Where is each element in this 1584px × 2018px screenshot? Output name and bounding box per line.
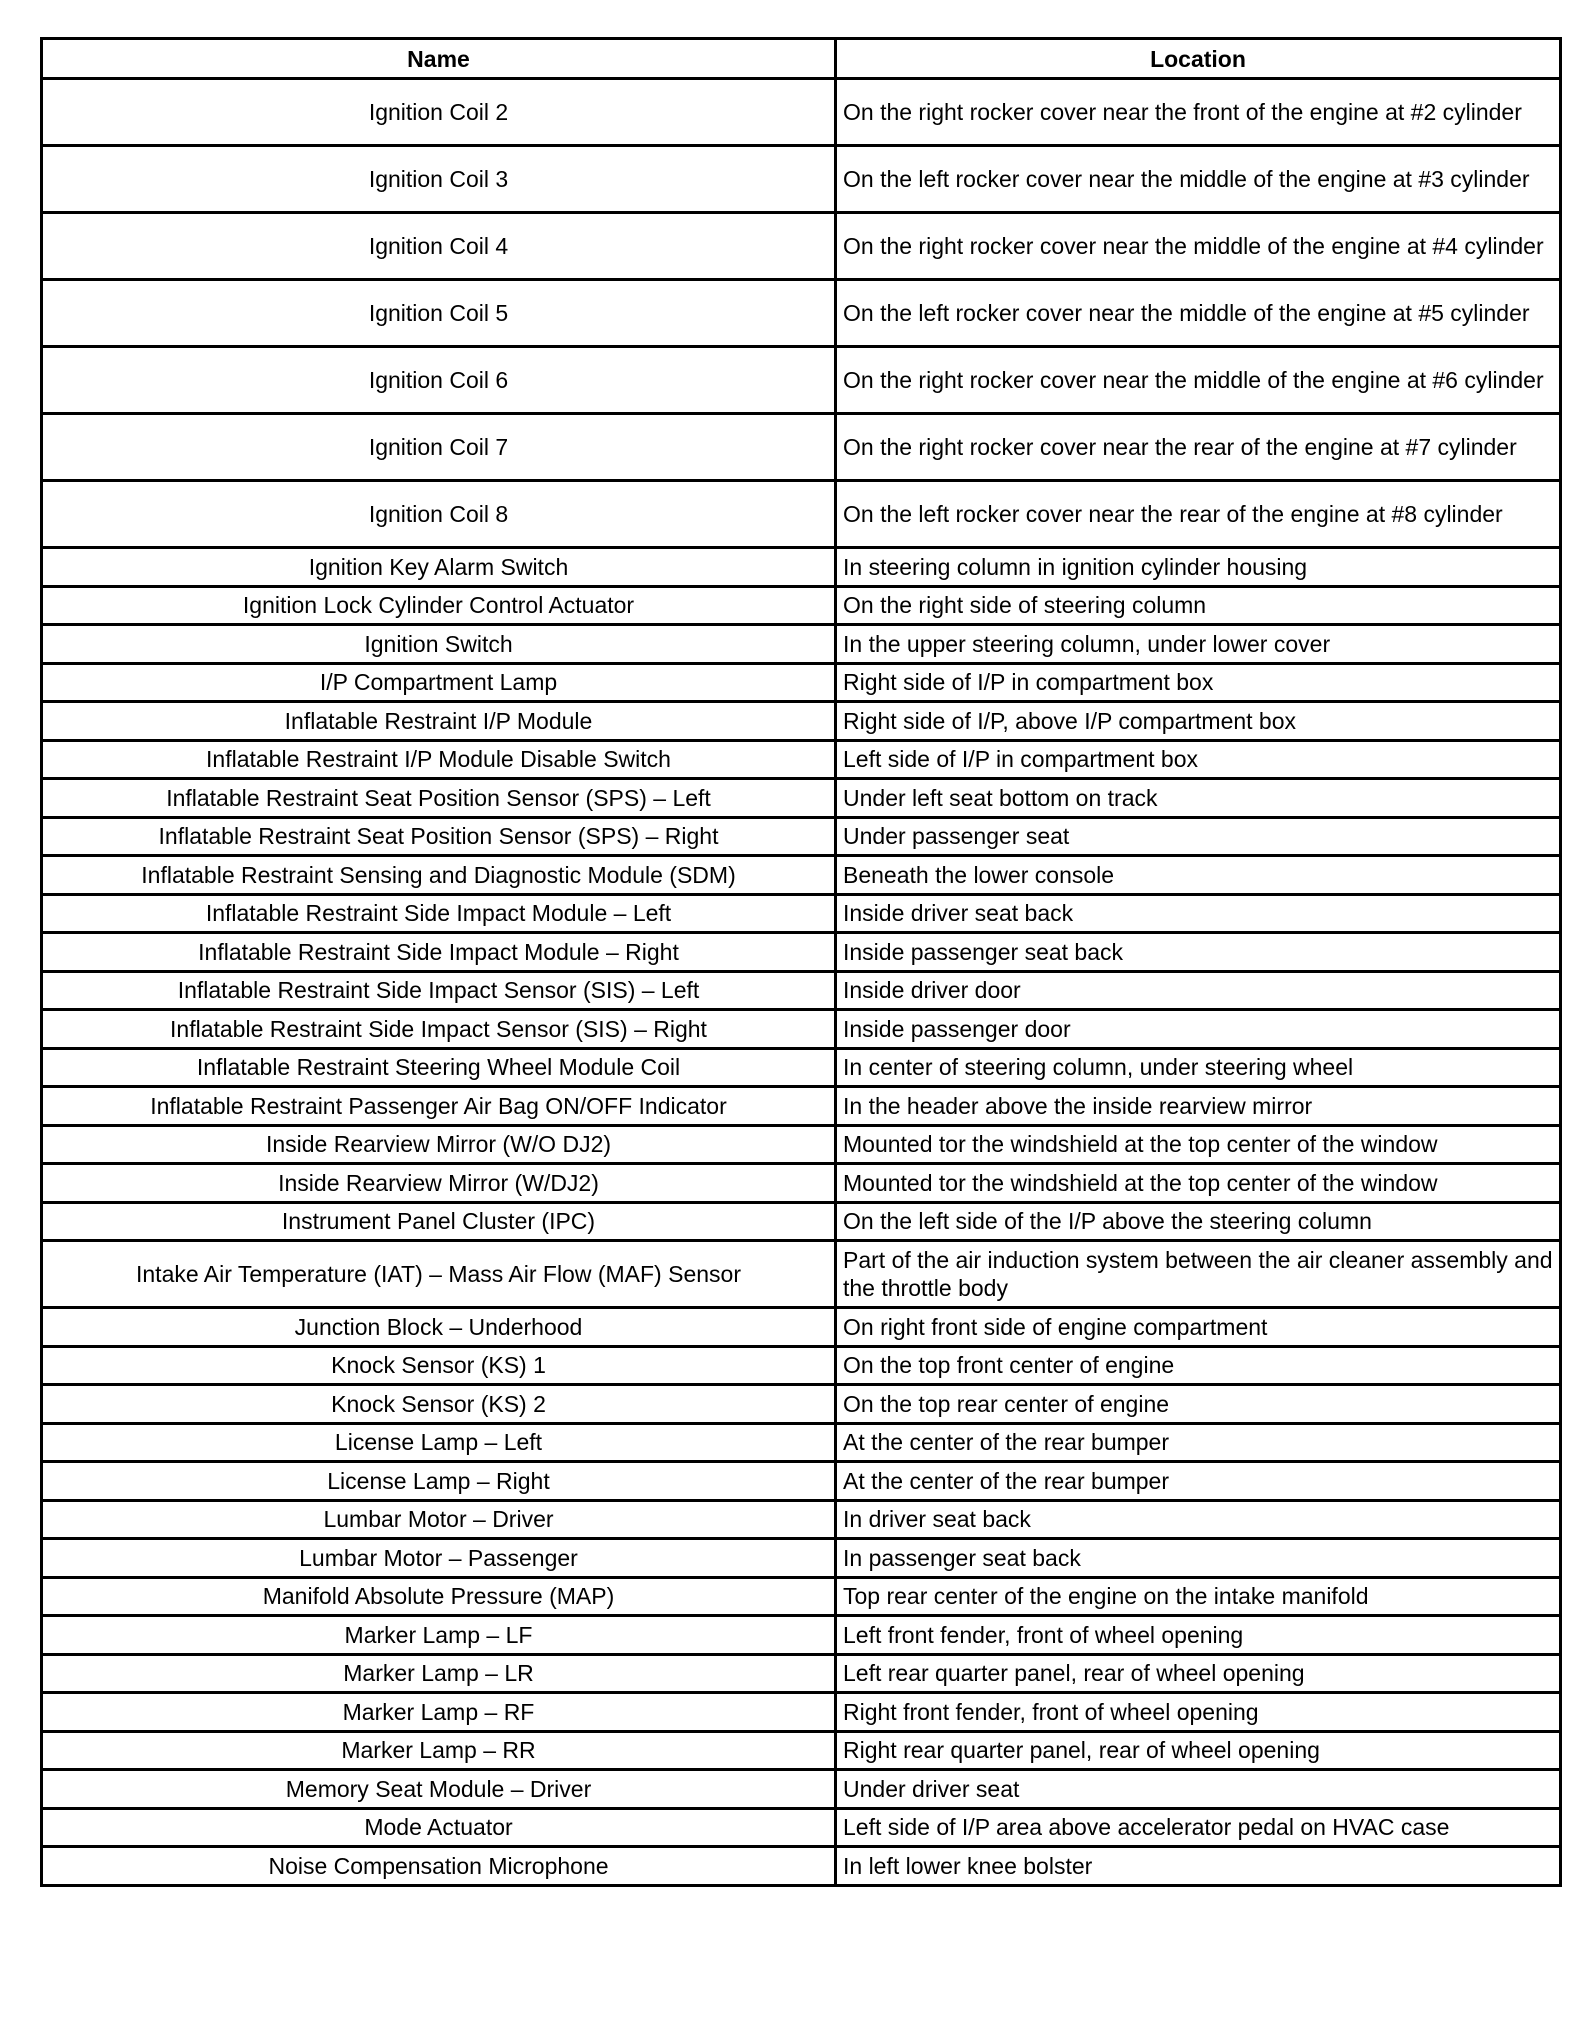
table-row	[42, 625, 1561, 664]
component-name-cell: Noise Compensation Microphone	[42, 1847, 836, 1886]
component-location-cell: In the header above the inside rearview mirror	[836, 1087, 1561, 1126]
component-location-cell: Inside passenger seat back	[836, 933, 1561, 972]
table-row	[42, 740, 1561, 779]
component-name-cell: Inflatable Restraint Steering Wheel Module Coil	[42, 1048, 836, 1087]
component-location-cell: Mounted tor the windshield at the top center of the window	[836, 1125, 1561, 1164]
table-row	[42, 1500, 1561, 1539]
table-row	[42, 1423, 1561, 1462]
component-location-cell: Inside driver seat back	[836, 894, 1561, 933]
table-row	[42, 1654, 1561, 1693]
component-location-cell: Left side of I/P in compartment box	[836, 740, 1561, 779]
header-location: Location	[836, 39, 1561, 79]
component-name-cell: Ignition Coil 5	[42, 280, 836, 347]
component-location-cell: On the top rear center of engine	[836, 1385, 1561, 1424]
table-row	[42, 702, 1561, 741]
component-location-cell: Under left seat bottom on track	[836, 779, 1561, 818]
component-name-cell: Marker Lamp – RF	[42, 1693, 836, 1732]
table-row	[42, 894, 1561, 933]
component-location-cell: On the right side of steering column	[836, 586, 1561, 625]
component-name-cell: Inflatable Restraint Side Impact Sensor (SIS) – Left	[42, 971, 836, 1010]
component-name-cell: Instrument Panel Cluster (IPC)	[42, 1202, 836, 1241]
component-name-cell: Inside Rearview Mirror (W/DJ2)	[42, 1164, 836, 1203]
table-row	[42, 1241, 1561, 1308]
component-name-cell: Inflatable Restraint Passenger Air Bag ON/OFF Indicator	[42, 1087, 836, 1126]
component-name-cell: I/P Compartment Lamp	[42, 663, 836, 702]
table-row	[42, 856, 1561, 895]
component-location-table	[40, 37, 1562, 1887]
component-location-cell: In center of steering column, under steering wheel	[836, 1048, 1561, 1087]
component-name-cell: Inflatable Restraint Seat Position Sensor (SPS) – Left	[42, 779, 836, 818]
table-row	[42, 1385, 1561, 1424]
component-location-cell: Inside driver door	[836, 971, 1561, 1010]
component-name-cell: Mode Actuator	[42, 1808, 836, 1847]
table-row	[42, 1308, 1561, 1347]
component-name-cell: Knock Sensor (KS) 1	[42, 1346, 836, 1385]
table-row	[42, 1010, 1561, 1049]
header-name: Name	[42, 39, 836, 79]
table-row	[42, 1847, 1561, 1886]
component-name-cell: Ignition Coil 6	[42, 347, 836, 414]
table-row	[42, 280, 1561, 347]
component-location-cell: On right front side of engine compartment	[836, 1308, 1561, 1347]
table-row	[42, 933, 1561, 972]
component-location-cell: On the left rocker cover near the middle of the engine at #5 cylinder	[836, 280, 1561, 347]
table-row	[42, 586, 1561, 625]
component-name-cell: Inside Rearview Mirror (W/O DJ2)	[42, 1125, 836, 1164]
table-row	[42, 1539, 1561, 1578]
table-row	[42, 213, 1561, 280]
table-row	[42, 1125, 1561, 1164]
component-name-cell: Marker Lamp – LR	[42, 1654, 836, 1693]
component-location-cell: On the right rocker cover near the rear of the engine at #7 cylinder	[836, 414, 1561, 481]
component-location-cell: Left front fender, front of wheel opening	[836, 1616, 1561, 1655]
component-location-cell: Right front fender, front of wheel opening	[836, 1693, 1561, 1732]
component-name-cell: Lumbar Motor – Driver	[42, 1500, 836, 1539]
component-location-cell: On the right rocker cover near the middle of the engine at #6 cylinder	[836, 347, 1561, 414]
component-name-cell: Ignition Lock Cylinder Control Actuator	[42, 586, 836, 625]
component-name-cell: Knock Sensor (KS) 2	[42, 1385, 836, 1424]
component-name-cell: Ignition Coil 3	[42, 146, 836, 213]
component-name-cell: Ignition Key Alarm Switch	[42, 548, 836, 587]
component-location-cell: Part of the air induction system between the air cleaner assembly and the throttle body	[836, 1241, 1561, 1308]
table-row	[42, 1462, 1561, 1501]
table-row	[42, 481, 1561, 548]
component-location-cell: In driver seat back	[836, 1500, 1561, 1539]
component-location-cell: Beneath the lower console	[836, 856, 1561, 895]
table-row	[42, 817, 1561, 856]
component-name-cell: Inflatable Restraint Side Impact Module – Left	[42, 894, 836, 933]
component-location-cell: In the upper steering column, under lower cover	[836, 625, 1561, 664]
component-location-cell: In left lower knee bolster	[836, 1847, 1561, 1886]
component-location-cell: In steering column in ignition cylinder housing	[836, 548, 1561, 587]
component-name-cell: Memory Seat Module – Driver	[42, 1770, 836, 1809]
component-name-cell: Lumbar Motor – Passenger	[42, 1539, 836, 1578]
component-location-cell: Right rear quarter panel, rear of wheel opening	[836, 1731, 1561, 1770]
table-header	[42, 39, 1561, 79]
component-name-cell: Ignition Coil 4	[42, 213, 836, 280]
table-row	[42, 1731, 1561, 1770]
table-row	[42, 1693, 1561, 1732]
component-location-cell: Under driver seat	[836, 1770, 1561, 1809]
table-row	[42, 347, 1561, 414]
component-name-cell: Manifold Absolute Pressure (MAP)	[42, 1577, 836, 1616]
table-row	[42, 1808, 1561, 1847]
component-location-cell: On the right rocker cover near the front of the engine at #2 cylinder	[836, 79, 1561, 146]
component-name-cell: Marker Lamp – RR	[42, 1731, 836, 1770]
component-location-cell: Right side of I/P in compartment box	[836, 663, 1561, 702]
table-row	[42, 79, 1561, 146]
component-location-cell: On the top front center of engine	[836, 1346, 1561, 1385]
table-row	[42, 146, 1561, 213]
component-name-cell: Ignition Switch	[42, 625, 836, 664]
component-name-cell: Marker Lamp – LF	[42, 1616, 836, 1655]
component-name-cell: Inflatable Restraint Side Impact Module – Right	[42, 933, 836, 972]
component-name-cell: Inflatable Restraint I/P Module	[42, 702, 836, 741]
component-name-cell: Ignition Coil 8	[42, 481, 836, 548]
table-row	[42, 548, 1561, 587]
table-row	[42, 414, 1561, 481]
component-location-cell: Left side of I/P area above accelerator pedal on HVAC case	[836, 1808, 1561, 1847]
component-location-cell: On the left rocker cover near the middle of the engine at #3 cylinder	[836, 146, 1561, 213]
component-name-cell: Junction Block – Underhood	[42, 1308, 836, 1347]
component-location-cell: Inside passenger door	[836, 1010, 1561, 1049]
table-row	[42, 1346, 1561, 1385]
table-row	[42, 1164, 1561, 1203]
component-name-cell: Inflatable Restraint Seat Position Sensor (SPS) – Right	[42, 817, 836, 856]
component-location-cell: Right side of I/P, above I/P compartment box	[836, 702, 1561, 741]
component-location-cell: On the left side of the I/P above the steering column	[836, 1202, 1561, 1241]
component-location-cell: Under passenger seat	[836, 817, 1561, 856]
table-row	[42, 1616, 1561, 1655]
header-row	[42, 39, 1561, 79]
table-row	[42, 971, 1561, 1010]
table-row	[42, 779, 1561, 818]
table-row	[42, 1087, 1561, 1126]
component-location-cell: On the right rocker cover near the middle of the engine at #4 cylinder	[836, 213, 1561, 280]
component-name-cell: License Lamp – Right	[42, 1462, 836, 1501]
component-name-cell: Inflatable Restraint Side Impact Sensor (SIS) – Right	[42, 1010, 836, 1049]
component-location-cell: On the left rocker cover near the rear of the engine at #8 cylinder	[836, 481, 1561, 548]
component-name-cell: Inflatable Restraint Sensing and Diagnostic Module (SDM)	[42, 856, 836, 895]
component-name-cell: Inflatable Restraint I/P Module Disable Switch	[42, 740, 836, 779]
component-location-cell: At the center of the rear bumper	[836, 1423, 1561, 1462]
table-row	[42, 1770, 1561, 1809]
table-row	[42, 1202, 1561, 1241]
component-location-cell: Mounted tor the windshield at the top center of the window	[836, 1164, 1561, 1203]
table-row	[42, 1048, 1561, 1087]
table-body	[42, 79, 1561, 1886]
table-row	[42, 1577, 1561, 1616]
component-location-cell: In passenger seat back	[836, 1539, 1561, 1578]
component-name-cell: License Lamp – Left	[42, 1423, 836, 1462]
component-name-cell: Intake Air Temperature (IAT) – Mass Air Flow (MAF) Sensor	[42, 1241, 836, 1308]
component-location-cell: Left rear quarter panel, rear of wheel opening	[836, 1654, 1561, 1693]
table-row	[42, 663, 1561, 702]
component-name-cell: Ignition Coil 7	[42, 414, 836, 481]
component-name-cell: Ignition Coil 2	[42, 79, 836, 146]
component-location-cell: At the center of the rear bumper	[836, 1462, 1561, 1501]
component-location-cell: Top rear center of the engine on the intake manifold	[836, 1577, 1561, 1616]
